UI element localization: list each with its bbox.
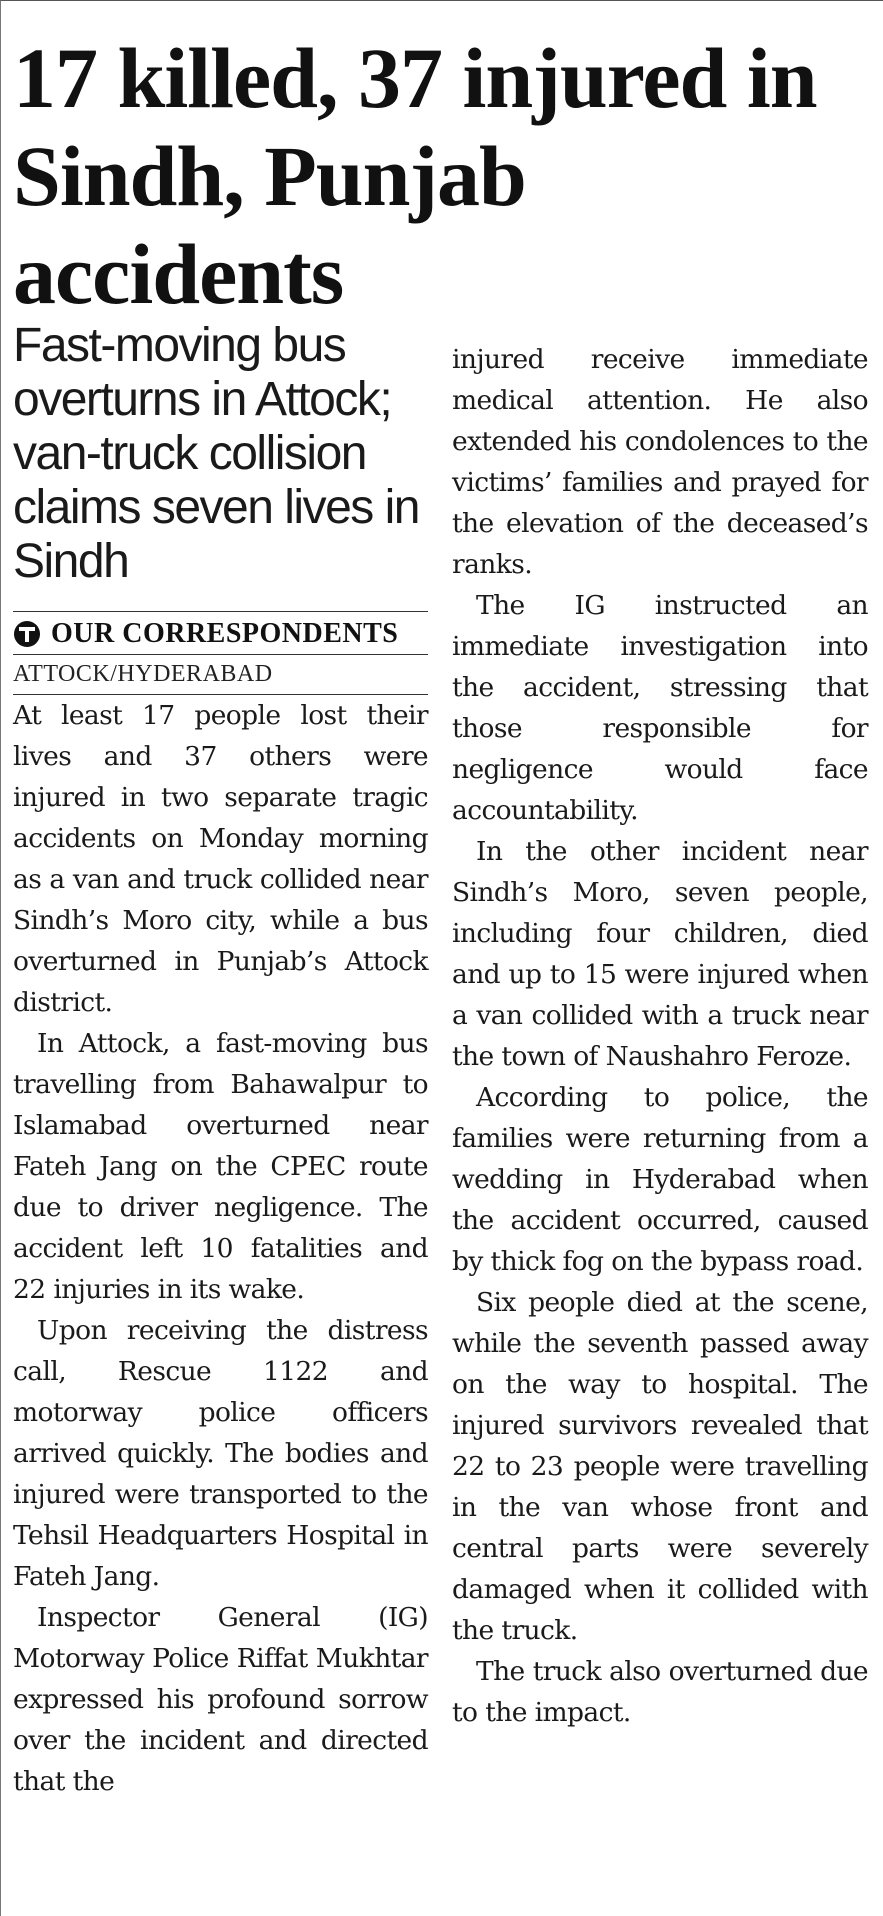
body-paragraph: In Attock, a fast-moving bus travelling from Bahawalpur to Islamabad overturned near Fateh Jang on the CPEC route due to driver negligence. The accident left 10 fatalities and 22 injuries in its wake. [13,1028,428,1305]
body-paragraph: The truck also overturned due to the impact. [452,1656,868,1728]
byline: OUR CORRESPONDENTS [51,618,399,649]
headline: 17 killed, 37 injured in Sindh, Punjab accidents [13,30,817,322]
body-paragraph: Six people died at the scene, while the seventh passed away on the way to hospital. The injured survivors revealed that 22 to 23 people were travelling in the van whose front and central parts were severely damaged when it collided with the truck. [452,1287,868,1646]
dateline: ATTOCK/HYDERABAD [13,655,428,695]
body-paragraph: Inspector General (IG) Motorway Police Riffat Mukhtar expressed his profound sorrow over the incident and directed that the [13,1602,428,1797]
body-paragraph: According to police, the families were returning from a wedding in Hyderabad when the accident occurred, caused by thick fog on the bypass road. [452,1082,868,1277]
body-paragraph: Upon receiving the distress call, Rescue 1122 and motorway police officers arrived quickly. The bodies and injured were transported to the Tehsil Headquarters Hospital in Fateh Jang. [13,1315,428,1592]
deck: Fast-moving bus overturns in Attock; van-truck collision claims seven lives in Sindh [13,319,419,588]
publication-logo-icon [13,620,41,648]
body-paragraph: The IG instructed an immediate investigation into the accident, stressing that those responsible for negligence would face accountability. [452,590,868,826]
left-column [13,319,428,1802]
body-paragraph: In the other incident near Sindh’s Moro, seven people, including four children, died and up to 15 were injured when a van collided with a truck near the town of Naushahro Feroze. [452,836,868,1072]
right-column [452,339,868,1733]
byline-block [13,611,428,655]
body-paragraph: At least 17 people lost their lives and 37 others were injured in two separate tragic accidents on Monday morning as a van and truck collided near Sindh’s Moro city, while a bus overturned in Punjab’s Attock district. [13,700,428,1018]
body-paragraph: injured receive immediate medical attention. He also extended his condolences to the victims’ families and prayed for the elevation of the deceased’s ranks. [452,344,868,580]
